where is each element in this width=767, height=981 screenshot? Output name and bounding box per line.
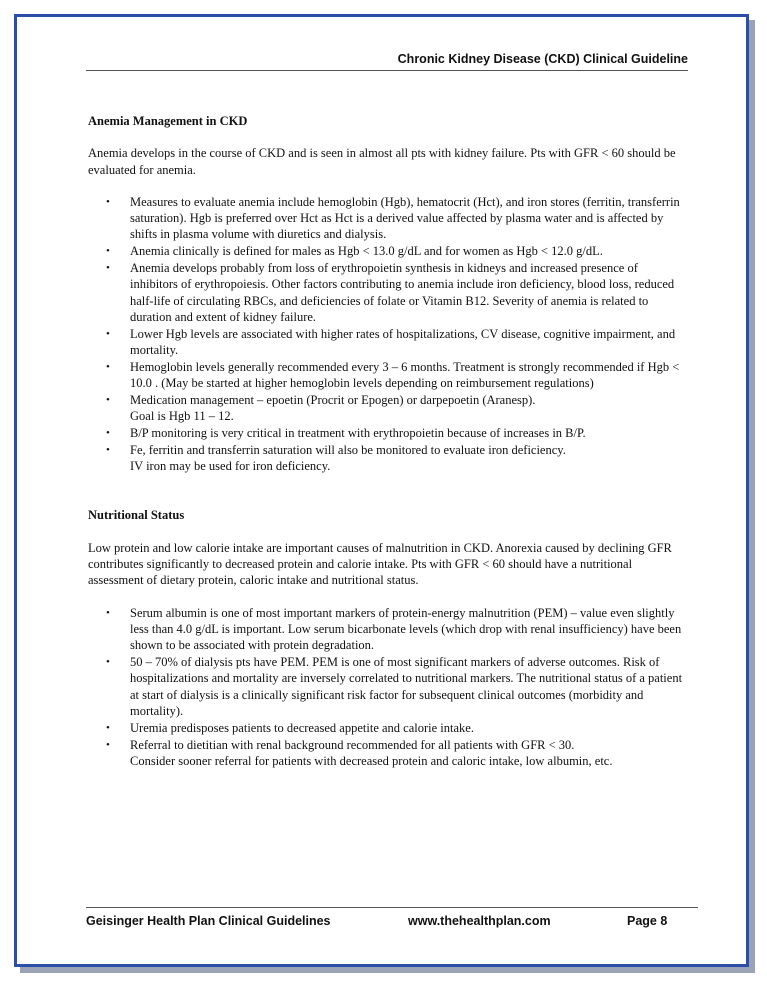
section-title-anemia: Anemia Management in CKD [88,114,248,128]
list-item [88,720,688,736]
list-item-text: Medication management – epoetin (Procrit or Epogen) or darpepoetin (Aranesp). Goal is Hgb 11 – 12. [130,392,536,424]
bullet-icon: • [106,262,110,275]
page-header [86,52,688,71]
document-body [88,113,688,770]
list-item-text: 50 – 70% of dialysis pts have PEM. PEM is one of most significant markers of adverse outcomes. Risk of hospitalizations and mortality are inversely correlated to nutritional markers. The nutritional status of a patient at start of dialysis is a clinically significant risk factor for subsequent clinical outcomes (morbidity and mortality). [130,655,683,718]
section-title-nutrition: Nutritional Status [88,508,185,523]
bullet-icon: • [106,245,110,258]
list-item [88,260,688,325]
bullet-icon: • [106,606,110,619]
list-item-text: B/P monitoring is very critical in treatment with erythropoietin because of increases in B/P. [130,426,586,441]
footer-url: www.thehealthplan.com [408,914,551,928]
header-title: Chronic Kidney Disease (CKD) Clinical Guideline [397,52,688,66]
list-item-text: Serum albumin is one of most important markers of protein-energy malnutrition (PEM) – value even slightly less than 4.0 g/dL is important. Low serum bicarbonate levels (which drop with renal insufficiency) have been shown to be associated with protein degradation. [130,605,682,653]
list-item [88,442,688,475]
list-item-text: Referral to dietitian with renal background recommended for all patients with GFR < 30. Consider sooner referral for patients with decreased protein and caloric intake, low albumin, etc. [130,737,613,768]
list-item-text: Anemia clinically is defined for males as Hgb < 13.0 g/dL and for women as Hgb < 12.0 g/dL. [130,244,603,259]
footer-page-number: Page 8 [627,914,668,928]
bullet-icon: • [106,656,110,669]
page-footer [86,907,698,928]
bullet-list-anemia [88,194,688,475]
list-item-text: Anemia develops probably from loss of erythropoietin synthesis in kidneys and increased presence of inhibitors of erythropoiesis. Other factors contributing to anemia include iron deficiency, blood loss, reduced half-life of circulating RBCs, and deficiencies of folate or Vitamin B12. Severity of anemia is related to duration and extent of kidney failure. [130,261,675,324]
bullet-list-nutrition [88,605,688,769]
bullet-icon: • [106,738,110,751]
bullet-icon: • [106,327,110,340]
footer-left: Geisinger Health Plan Clinical Guidelines [86,914,331,928]
list-item [88,654,688,719]
list-item [88,392,688,425]
list-item-text: Hemoglobin levels generally recommended every 3 – 6 months. Treatment is strongly recommended if Hgb < 10.0 . (May be started at higher hemoglobin levels depending on reimbursement regulations) [130,359,680,391]
bullet-icon: • [106,721,110,734]
list-item-text: Uremia predisposes patients to decreased appetite and calorie intake. [130,720,474,735]
bullet-icon: • [106,443,110,456]
list-item-text: Measures to evaluate anemia include hemoglobin (Hgb), hematocrit (Hct), and iron stores (ferritin, transferrin saturation). Hgb is preferred over Hct as Hct is a derived value affected by plasma water and is affected by shifts in plasma volume with diuretics and dialysis. [130,194,680,242]
bullet-icon: • [106,393,110,406]
list-item [88,359,688,392]
list-item [88,425,688,441]
bullet-icon: • [106,427,110,440]
list-item [88,194,688,243]
list-item [88,326,688,359]
section-intro-anemia: Anemia develops in the course of CKD and is seen in almost all pts with kidney failure. Pts with GFR < 60 should be evaluated for anemia. [88,146,676,177]
list-item [88,737,688,770]
bullet-icon: • [106,360,110,373]
section-intro-nutrition: Low protein and low calorie intake are important causes of malnutrition in CKD. Anorexia caused by declining GFR contributes significantly to decreased protein and calorie intake. Pts with GFR < 60 should have a nutritional assessment of dietary protein, caloric intake and nutritional status. [88,540,672,588]
list-item-text: Lower Hgb levels are associated with higher rates of hospitalizations, CV disease, cognitive impairment, and mortality. [130,326,676,358]
list-item [88,243,688,259]
list-item [88,605,688,654]
list-item-text: Fe, ferritin and transferrin saturation will also be monitored to evaluate iron deficiency. IV iron may be used for iron deficiency. [130,442,566,474]
bullet-icon: • [106,195,110,208]
